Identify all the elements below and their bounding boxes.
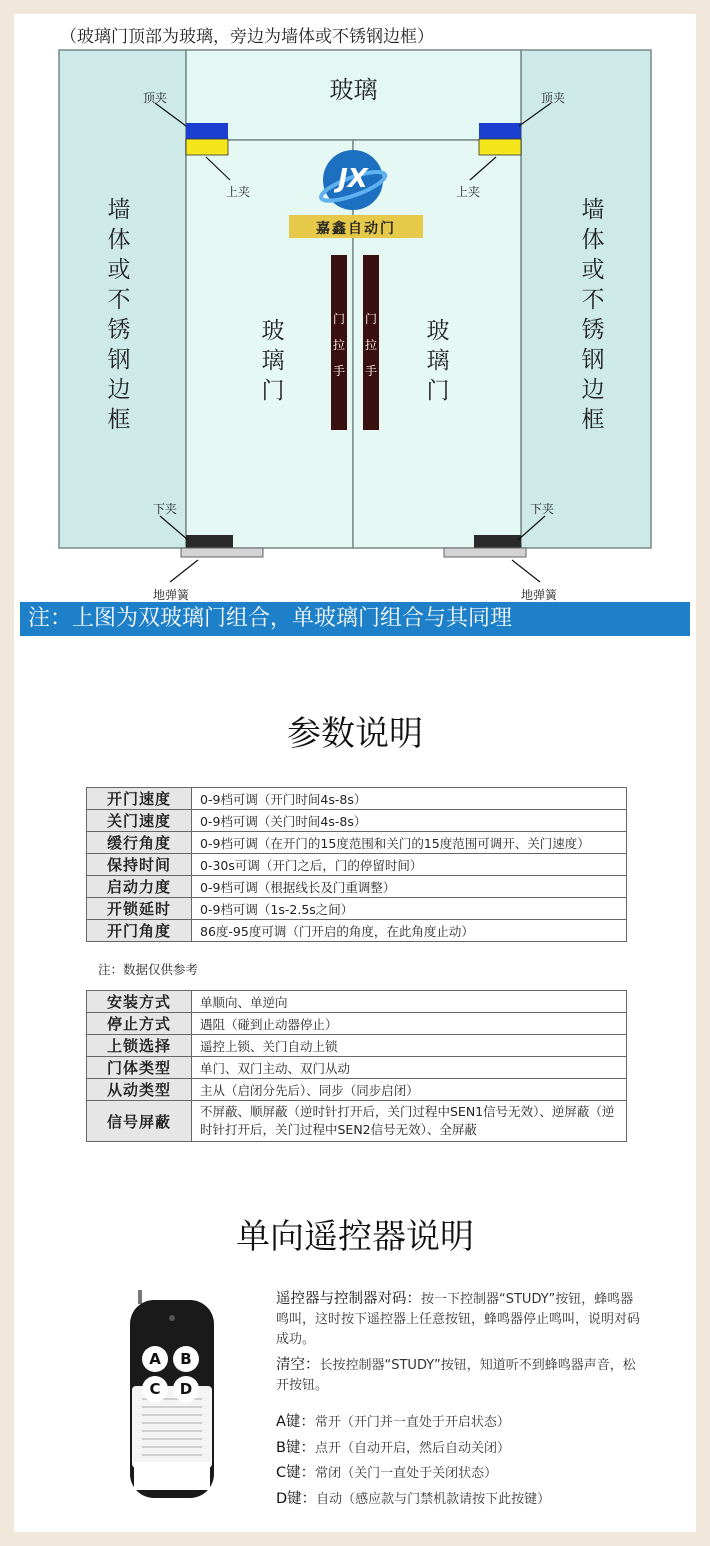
param-key: 信号屏蔽 <box>87 1101 192 1142</box>
param-row <box>87 1057 627 1079</box>
remote-button-pad <box>142 1346 202 1406</box>
remote-key-item: A键：常开（开门并一直处于开启状态） <box>276 1414 510 1430</box>
right-door-label: 玻璃门 <box>426 318 450 404</box>
param-key: 开门角度 <box>87 920 192 942</box>
remote-key-item: D键：自动（感应款与门禁机款请按下此按键） <box>276 1490 551 1507</box>
right-wall-label: 墙体或不锈钢边框 <box>581 197 605 433</box>
param-key: 停止方式 <box>87 1013 192 1035</box>
param-value: 0-9档可调（根据线长及门重调整） <box>192 876 627 898</box>
param-value: 86度-95度可调（门开启的角度，在此角度止动） <box>192 920 627 942</box>
param-row <box>87 1079 627 1101</box>
left-door-label: 玻璃门 <box>261 318 285 404</box>
remote-button-d: D <box>173 1376 199 1402</box>
params-table-2 <box>86 990 627 1142</box>
param-value: 单顺向、单逆向 <box>192 991 627 1013</box>
param-row <box>87 788 627 810</box>
param-row <box>87 810 627 832</box>
right-bottom-clip <box>474 535 521 548</box>
top-glass-label: 玻璃 <box>329 76 378 104</box>
params-table-1 <box>86 787 627 942</box>
remote-title: 单向遥控器说明 <box>236 1217 474 1257</box>
left-top-clip-label: 顶夹 <box>143 91 168 105</box>
param-row <box>87 876 627 898</box>
param-value: 0-9档可调（关门时间4s-8s） <box>192 810 627 832</box>
param-value: 不屏蔽、顺屏蔽（逆时针打开后，关门过程中SEN1信号无效）、逆屏蔽（逆时针打开后，关门过程中SEN2信号无效）、全屏蔽 <box>192 1101 627 1142</box>
param-value: 0-9档可调（开门时间4s-8s） <box>192 788 627 810</box>
param-key: 上锁选择 <box>87 1035 192 1057</box>
diagram-note-bar: 注：上图为双玻璃门组合，单玻璃门组合与其同理 <box>20 602 690 636</box>
right-top-clip-label: 顶夹 <box>541 91 566 105</box>
brand-logo-text: JX <box>338 164 368 194</box>
remote-pairing-text: 按一下控制器“STUDY”按钮，蜂鸣器鸣叫，这时按下遥控器上任意按钮，蜂鸣器停止鸣叫，说明对码成功。 <box>276 1292 641 1347</box>
left-top-clip <box>186 123 228 139</box>
param-row <box>87 991 627 1013</box>
remote-key-item: B键：点开（自动开启，然后自动关闭） <box>276 1439 510 1456</box>
params-title: 参数说明 <box>287 714 423 754</box>
left-floor-spring <box>181 548 263 557</box>
param-row <box>87 898 627 920</box>
param-row <box>87 1035 627 1057</box>
right-handle-label: 门拉手 <box>364 312 377 378</box>
param-value: 单门、双门主动、双门从动 <box>192 1057 627 1079</box>
left-floor-spring-label: 地弹簧 <box>153 588 190 602</box>
param-value: 0-30s可调（开门之后，门的停留时间） <box>192 854 627 876</box>
param-value: 0-9档可调（1s-2.5s之间） <box>192 898 627 920</box>
param-key: 安装方式 <box>87 991 192 1013</box>
left-upper-clip-label: 上夹 <box>226 185 251 199</box>
param-key: 保持时间 <box>87 854 192 876</box>
remote-key-list <box>276 1410 642 1512</box>
param-key: 关门速度 <box>87 810 192 832</box>
remote-button-a: A <box>142 1346 168 1372</box>
remote-pairing-title: 遥控器与控制器对码： <box>276 1291 421 1307</box>
param-key: 从动类型 <box>87 1079 192 1101</box>
param-row <box>87 1101 627 1142</box>
remote-clear-instructions <box>276 1355 642 1396</box>
left-upper-clip <box>186 139 228 155</box>
param-value: 遥控上锁、关门自动上锁 <box>192 1035 627 1057</box>
diagram-top-caption: （玻璃门顶部为玻璃，旁边为墙体或不锈钢边框） <box>60 27 434 47</box>
param-key: 门体类型 <box>87 1057 192 1079</box>
param-key: 开锁延时 <box>87 898 192 920</box>
param-row <box>87 854 627 876</box>
left-handle-label: 门拉手 <box>332 312 345 378</box>
brand-name: 嘉鑫自动门 <box>316 221 396 237</box>
remote-pairing-instructions <box>276 1289 642 1350</box>
params-note: 注：数据仅供参考 <box>98 962 199 977</box>
param-key: 启动力度 <box>87 876 192 898</box>
left-bottom-clip-label: 下夹 <box>153 502 178 516</box>
remote-button-b: B <box>173 1346 199 1372</box>
param-value: 0-9档可调（在开门的15度范围和关门的15度范围可调开、关门速度） <box>192 832 627 854</box>
param-value: 主从（启闭分先后）、同步（同步启闭） <box>192 1079 627 1101</box>
right-top-clip <box>479 123 521 139</box>
param-row <box>87 832 627 854</box>
right-upper-clip <box>479 139 521 155</box>
right-floor-spring-label: 地弹簧 <box>521 588 558 602</box>
remote-clear-text: 长按控制器“STUDY”按钮，知道听不到蜂鸣器声音，松开按钮。 <box>276 1358 636 1393</box>
param-key: 开门速度 <box>87 788 192 810</box>
param-row <box>87 920 627 942</box>
param-value: 遇阻（碰到止动器停止） <box>192 1013 627 1035</box>
right-upper-clip-label: 上夹 <box>456 185 481 199</box>
right-bottom-clip-label: 下夹 <box>530 502 555 516</box>
remote-clear-title: 清空： <box>276 1357 320 1373</box>
param-key: 缓行角度 <box>87 832 192 854</box>
param-row <box>87 1013 627 1035</box>
left-wall-label: 墙体或不锈钢边框 <box>107 197 131 433</box>
left-bottom-clip <box>186 535 233 548</box>
remote-key-item: C键：常闭（关门一直处于关闭状态） <box>276 1465 498 1481</box>
right-floor-spring <box>444 548 526 557</box>
remote-button-c: C <box>142 1376 168 1402</box>
